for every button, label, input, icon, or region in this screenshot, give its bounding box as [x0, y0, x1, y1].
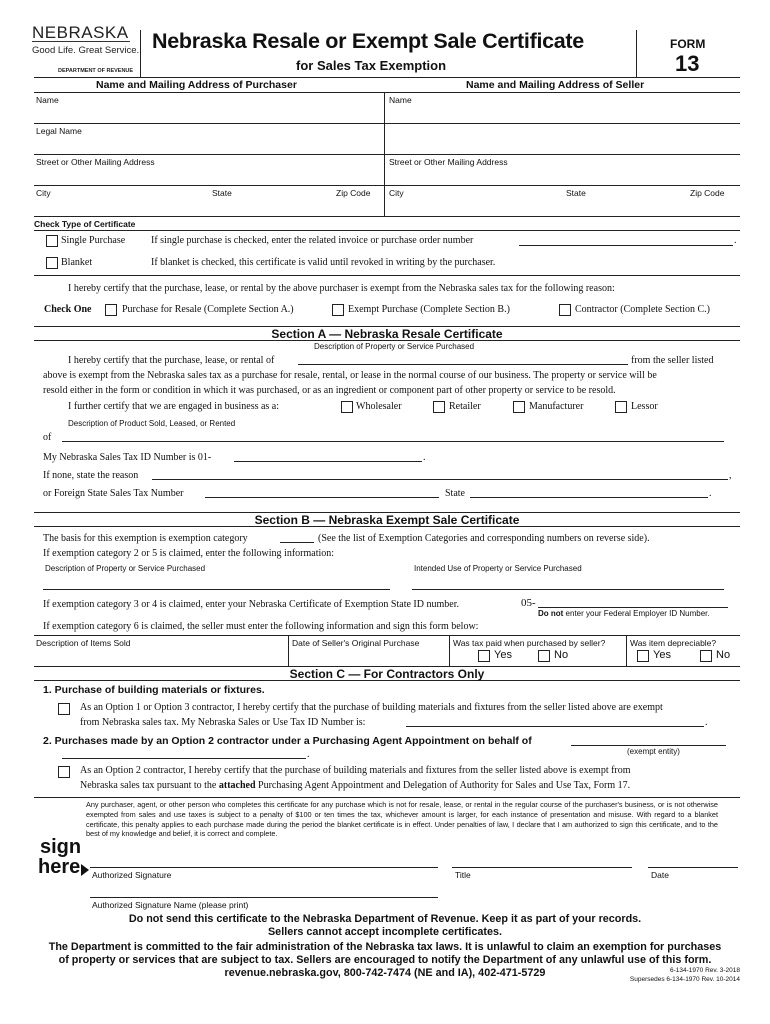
tax-id-label: My Nebraska Sales Tax ID Number is 01-: [43, 452, 212, 463]
item2-text-2a: Nebraska sales tax pursuant to the: [80, 780, 219, 791]
original-purchase-date-field[interactable]: [291, 648, 447, 665]
period: .: [705, 717, 708, 728]
form-supersedes: Supersedes 6-134-1970 Rev. 10-2014: [629, 976, 740, 983]
purchaser-state-label: State: [212, 188, 232, 198]
seller-street-field[interactable]: [389, 168, 737, 185]
item2-text-2b: attached: [218, 780, 256, 791]
authorized-signature-field[interactable]: [90, 852, 438, 868]
section-c-item-1: 1. Purchase of building materials or fixtures.: [43, 684, 265, 696]
footer-line-1: Do not send this certificate to the Nebraska Department of Revenue. Keep it as part of your records.: [128, 913, 642, 925]
purchaser-street-field[interactable]: [36, 168, 382, 185]
section-a-line1-end: from the seller listed: [631, 355, 714, 366]
form-label: FORM: [670, 37, 706, 51]
seller-street-label: Street or Other Mailing Address: [389, 157, 508, 167]
section-a-line3: resold either in the form or condition in which it was purchased, or as an ingredient or component part of other property or service to be resold.: [43, 385, 616, 396]
rule-6: [34, 275, 740, 276]
section-a-line2: above is exempt from the Nebraska sales tax as a purchase for resale, rental, or lease in the normal course of our business. The property or service will be: [43, 370, 657, 381]
purchaser-city-label: City: [36, 188, 51, 198]
sign-arrow-icon: [81, 864, 89, 876]
table-top-rule: [34, 635, 740, 636]
tax-paid-no-label: No: [554, 649, 569, 661]
logo-tagline: Good Life. Great Service.: [32, 45, 140, 56]
address-heading-rule: [34, 92, 740, 93]
form-revision: 6-134-1970 Rev. 3-2018: [670, 967, 740, 974]
lessor-checkbox[interactable]: [615, 401, 627, 413]
foreign-tax-field[interactable]: [205, 488, 439, 498]
manufacturer-label: Manufacturer: [529, 401, 584, 412]
sign-label: sign: [40, 836, 82, 858]
fein-note: [538, 609, 710, 618]
address-top-rule: [34, 77, 740, 78]
purchaser-heading: Name and Mailing Address of Purchaser: [96, 79, 297, 91]
tax-paid-yes-label: Yes: [494, 649, 512, 661]
purchaser-name-label: Name: [36, 95, 59, 105]
rule-3: [34, 185, 740, 186]
blanket-checkbox[interactable]: [46, 257, 58, 269]
items-sold-field[interactable]: [36, 648, 286, 665]
exempt-entity-caption: (exempt entity): [627, 747, 680, 756]
depreciable-no-label: No: [716, 649, 731, 661]
authorized-name-field[interactable]: [90, 882, 438, 898]
item2-text-2: [80, 780, 630, 791]
fein-note-text: enter your Federal Employer ID Number.: [563, 609, 710, 618]
rule-2: [34, 154, 740, 155]
logo-swoosh: [32, 41, 130, 42]
logo-dept: DEPARTMENT OF REVENUE: [58, 68, 134, 74]
title-label: Title: [455, 870, 471, 880]
contractor-tax-id-field[interactable]: [406, 717, 704, 727]
exempt-purchase-checkbox[interactable]: [332, 304, 344, 316]
table-col-div-3: [626, 635, 627, 666]
col-depr-header: Was item depreciable?: [630, 638, 717, 648]
option-1-3-checkbox[interactable]: [58, 703, 70, 715]
blanket-label: Blanket: [61, 257, 93, 268]
section-a-heading: Section A — Nebraska Resale Certificate: [34, 326, 740, 341]
check-one-label: Check One: [44, 304, 92, 315]
seller-name-label: Name: [389, 95, 412, 105]
purchaser-name-field[interactable]: [36, 106, 382, 123]
section-c-item-2: 2. Purchases made by an Option 2 contractor under a Purchasing Agent Appointment on behalf of: [43, 735, 532, 747]
category-2-5-text: If exemption category 2 or 5 is claimed, enter the following information:: [43, 548, 335, 559]
purchaser-city-field[interactable]: [36, 199, 382, 216]
wholesaler-checkbox[interactable]: [341, 401, 353, 413]
section-b-heading: Section B — Nebraska Exempt Sale Certificate: [34, 512, 740, 527]
contractor-checkbox[interactable]: [559, 304, 571, 316]
foreign-state-field[interactable]: [470, 488, 708, 498]
form-subtitle: for Sales Tax Exemption: [296, 58, 447, 73]
exempt-option-label: Exempt Purchase (Complete Section B.): [348, 304, 510, 315]
lessor-label: Lessor: [631, 401, 658, 412]
here-label: here: [38, 856, 81, 878]
section-a-desc-caption: Description of Property or Service Purchased: [314, 342, 475, 351]
seller-city-field[interactable]: [389, 199, 737, 216]
depreciable-yes-checkbox[interactable]: [637, 650, 649, 662]
footer-line-4: of property or services that are subject to tax. Sellers are encouraged to notify the Department of any unlawful use of this form.: [58, 954, 712, 966]
purchaser-legal-name-field[interactable]: [36, 137, 382, 154]
col-tax-header: Was tax paid when purchased by seller?: [453, 638, 606, 648]
rule-1: [34, 123, 740, 124]
basis-end: (See the list of Exemption Categories and corresponding numbers on reverse side).: [318, 533, 650, 544]
period: .: [709, 488, 712, 499]
depreciable-no-checkbox[interactable]: [700, 650, 712, 662]
section-a-property-field[interactable]: [298, 355, 628, 365]
single-purchase-label: Single Purchase: [61, 235, 126, 246]
category-6-text: If exemption category 6 is claimed, the seller must enter the following information and sign this form below:: [43, 621, 479, 632]
item2-text-1: As an Option 2 contractor, I hereby certify that the purchase of building materials and fixtures from the seller listed above is exempt from: [80, 765, 631, 776]
period: .: [423, 452, 426, 463]
seller-zip-label: Zip Code: [690, 188, 725, 198]
blanket-text: If blanket is checked, this certificate is valid until revoked in writing by the purchaser.: [151, 257, 496, 268]
product-caption: Description of Product Sold, Leased, or Rented: [68, 419, 236, 428]
section-a-line1-start: I hereby certify that the purchase, lease, or rental of: [68, 355, 275, 366]
section-b-desc-caption: Description of Property or Service Purchased: [45, 564, 206, 573]
table-col-div-2: [449, 635, 450, 666]
rule-5: [34, 230, 740, 231]
form-title: Nebraska Resale or Exempt Sale Certificate: [152, 29, 584, 53]
depreciable-yes-label: Yes: [653, 649, 671, 661]
logo-state: NEBRASKA: [32, 23, 129, 42]
certificate-prefix: 05-: [521, 597, 536, 609]
item1-text-2: from Nebraska sales tax. My Nebraska Sales or Use Tax ID Number is:: [80, 717, 366, 728]
item1-text-1: As an Option 1 or Option 3 contractor, I hereby certify that the purchase of building materials and fixtures from the seller listed above are exempt: [80, 702, 663, 713]
of-label: of: [43, 432, 52, 443]
retailer-checkbox[interactable]: [433, 401, 445, 413]
seller-name-field[interactable]: [389, 106, 737, 123]
comma: ,: [729, 470, 732, 481]
authorized-signature-label: Authorized Signature: [92, 870, 172, 880]
exemption-id-field[interactable]: [538, 598, 728, 608]
if-none-reason-field[interactable]: [152, 470, 728, 480]
option-2-checkbox[interactable]: [58, 766, 70, 778]
fein-note-bold: Do not: [538, 609, 564, 618]
exempt-entity-field-continued[interactable]: [62, 749, 306, 759]
purchaser-street-label: Street or Other Mailing Address: [36, 157, 155, 167]
penalty-statement: Any purchaser, agent, or other person who completes this certificate for any purchase which is not for resale, lease, or rental in the regular course of the purchaser's business, or is not otherwise exempted from sales and use taxes is subject to a penalty of $100 or ten times the tax, whichever amount is larger, for each instance of presentation and misuse. With regard to a blanket certificate, this penalty applies to each purchase made during the period the blanket certificate is in effect. Under penalties of law, I declare that I am authorized to sign this certificate, and to the best of my knowledge and belief, it is correct and complete.: [86, 800, 718, 839]
purchaser-zip-label: Zip Code: [336, 188, 371, 198]
foreign-state-label: State: [445, 488, 465, 499]
tax-paid-no-checkbox[interactable]: [538, 650, 550, 662]
form-number: 13: [675, 51, 700, 76]
seller-state-label: State: [566, 188, 586, 198]
intended-use-caption: Intended Use of Property or Service Purchased: [414, 564, 582, 573]
exempt-entity-field[interactable]: [571, 735, 726, 746]
exemption-category-field[interactable]: [280, 533, 314, 543]
invoice-number-field[interactable]: [519, 236, 733, 246]
basis-start: The basis for this exemption is exemption category: [43, 533, 248, 544]
section-b-desc-field[interactable]: [43, 576, 390, 590]
col-date-header: Date of Seller's Original Purchase: [292, 638, 420, 648]
item2-text-2c: Purchasing Agent Appointment and Delegation of Authority for Sales and Use Tax, Form 17.: [255, 780, 631, 791]
single-purchase-text: If single purchase is checked, enter the related invoice or purchase order number: [151, 235, 474, 246]
retailer-label: Retailer: [449, 401, 481, 412]
footer-line-3: The Department is committed to the fair administration of the Nebraska tax laws. It is unlawful to claim an exemption for purchases: [48, 941, 722, 953]
date-field[interactable]: [648, 852, 738, 868]
manufacturer-checkbox[interactable]: [513, 401, 525, 413]
footer-contact: revenue.nebraska.gov, 800-742-7474 (NE and IA), 402-471-5729: [224, 967, 546, 979]
date-label: Date: [651, 870, 669, 880]
engaged-text: I further certify that we are engaged in business as a:: [68, 401, 280, 412]
seller-city-label: City: [389, 188, 404, 198]
certify-reason-text: I hereby certify that the purchase, lease, or rental by the above purchaser is exempt from the Nebraska sales tax for the following reason:: [68, 283, 615, 294]
seller-heading: Name and Mailing Address of Seller: [466, 79, 645, 91]
header-divider-right: [636, 30, 637, 78]
col-items-header: Description of Items Sold: [36, 638, 131, 648]
category-3-4-text: If exemption category 3 or 4 is claimed, enter your Nebraska Certificate of Exemption State ID number.: [43, 599, 459, 610]
table-col-div-1: [288, 635, 289, 666]
authorized-name-label: Authorized Signature Name (please print): [92, 900, 249, 910]
certificate-type-heading: Check Type of Certificate: [34, 219, 136, 229]
rule-4: [34, 216, 740, 217]
resale-option-label: Purchase for Resale (Complete Section A.): [122, 304, 294, 315]
intended-use-field[interactable]: [412, 576, 724, 590]
tax-paid-yes-checkbox[interactable]: [478, 650, 490, 662]
period: .: [307, 749, 310, 760]
single-purchase-checkbox[interactable]: [46, 235, 58, 247]
resale-checkbox[interactable]: [105, 304, 117, 316]
rule-section-c-bottom: [34, 797, 740, 798]
section-c-heading: Section C — For Contractors Only: [34, 666, 740, 681]
contractor-option-label: Contractor (Complete Section C.): [575, 304, 710, 315]
title-field[interactable]: [452, 852, 632, 868]
tax-id-field[interactable]: [234, 452, 422, 462]
footer-line-2: Sellers cannot accept incomplete certificates.: [267, 926, 503, 938]
purchaser-legal-name-label: Legal Name: [36, 126, 82, 136]
foreign-tax-label: or Foreign State Sales Tax Number: [43, 488, 184, 499]
product-description-field[interactable]: [62, 432, 724, 442]
header-divider-left: [140, 30, 141, 78]
wholesaler-label: Wholesaler: [356, 401, 402, 412]
period: .: [734, 235, 737, 246]
if-none-label: If none, state the reason: [43, 470, 139, 481]
